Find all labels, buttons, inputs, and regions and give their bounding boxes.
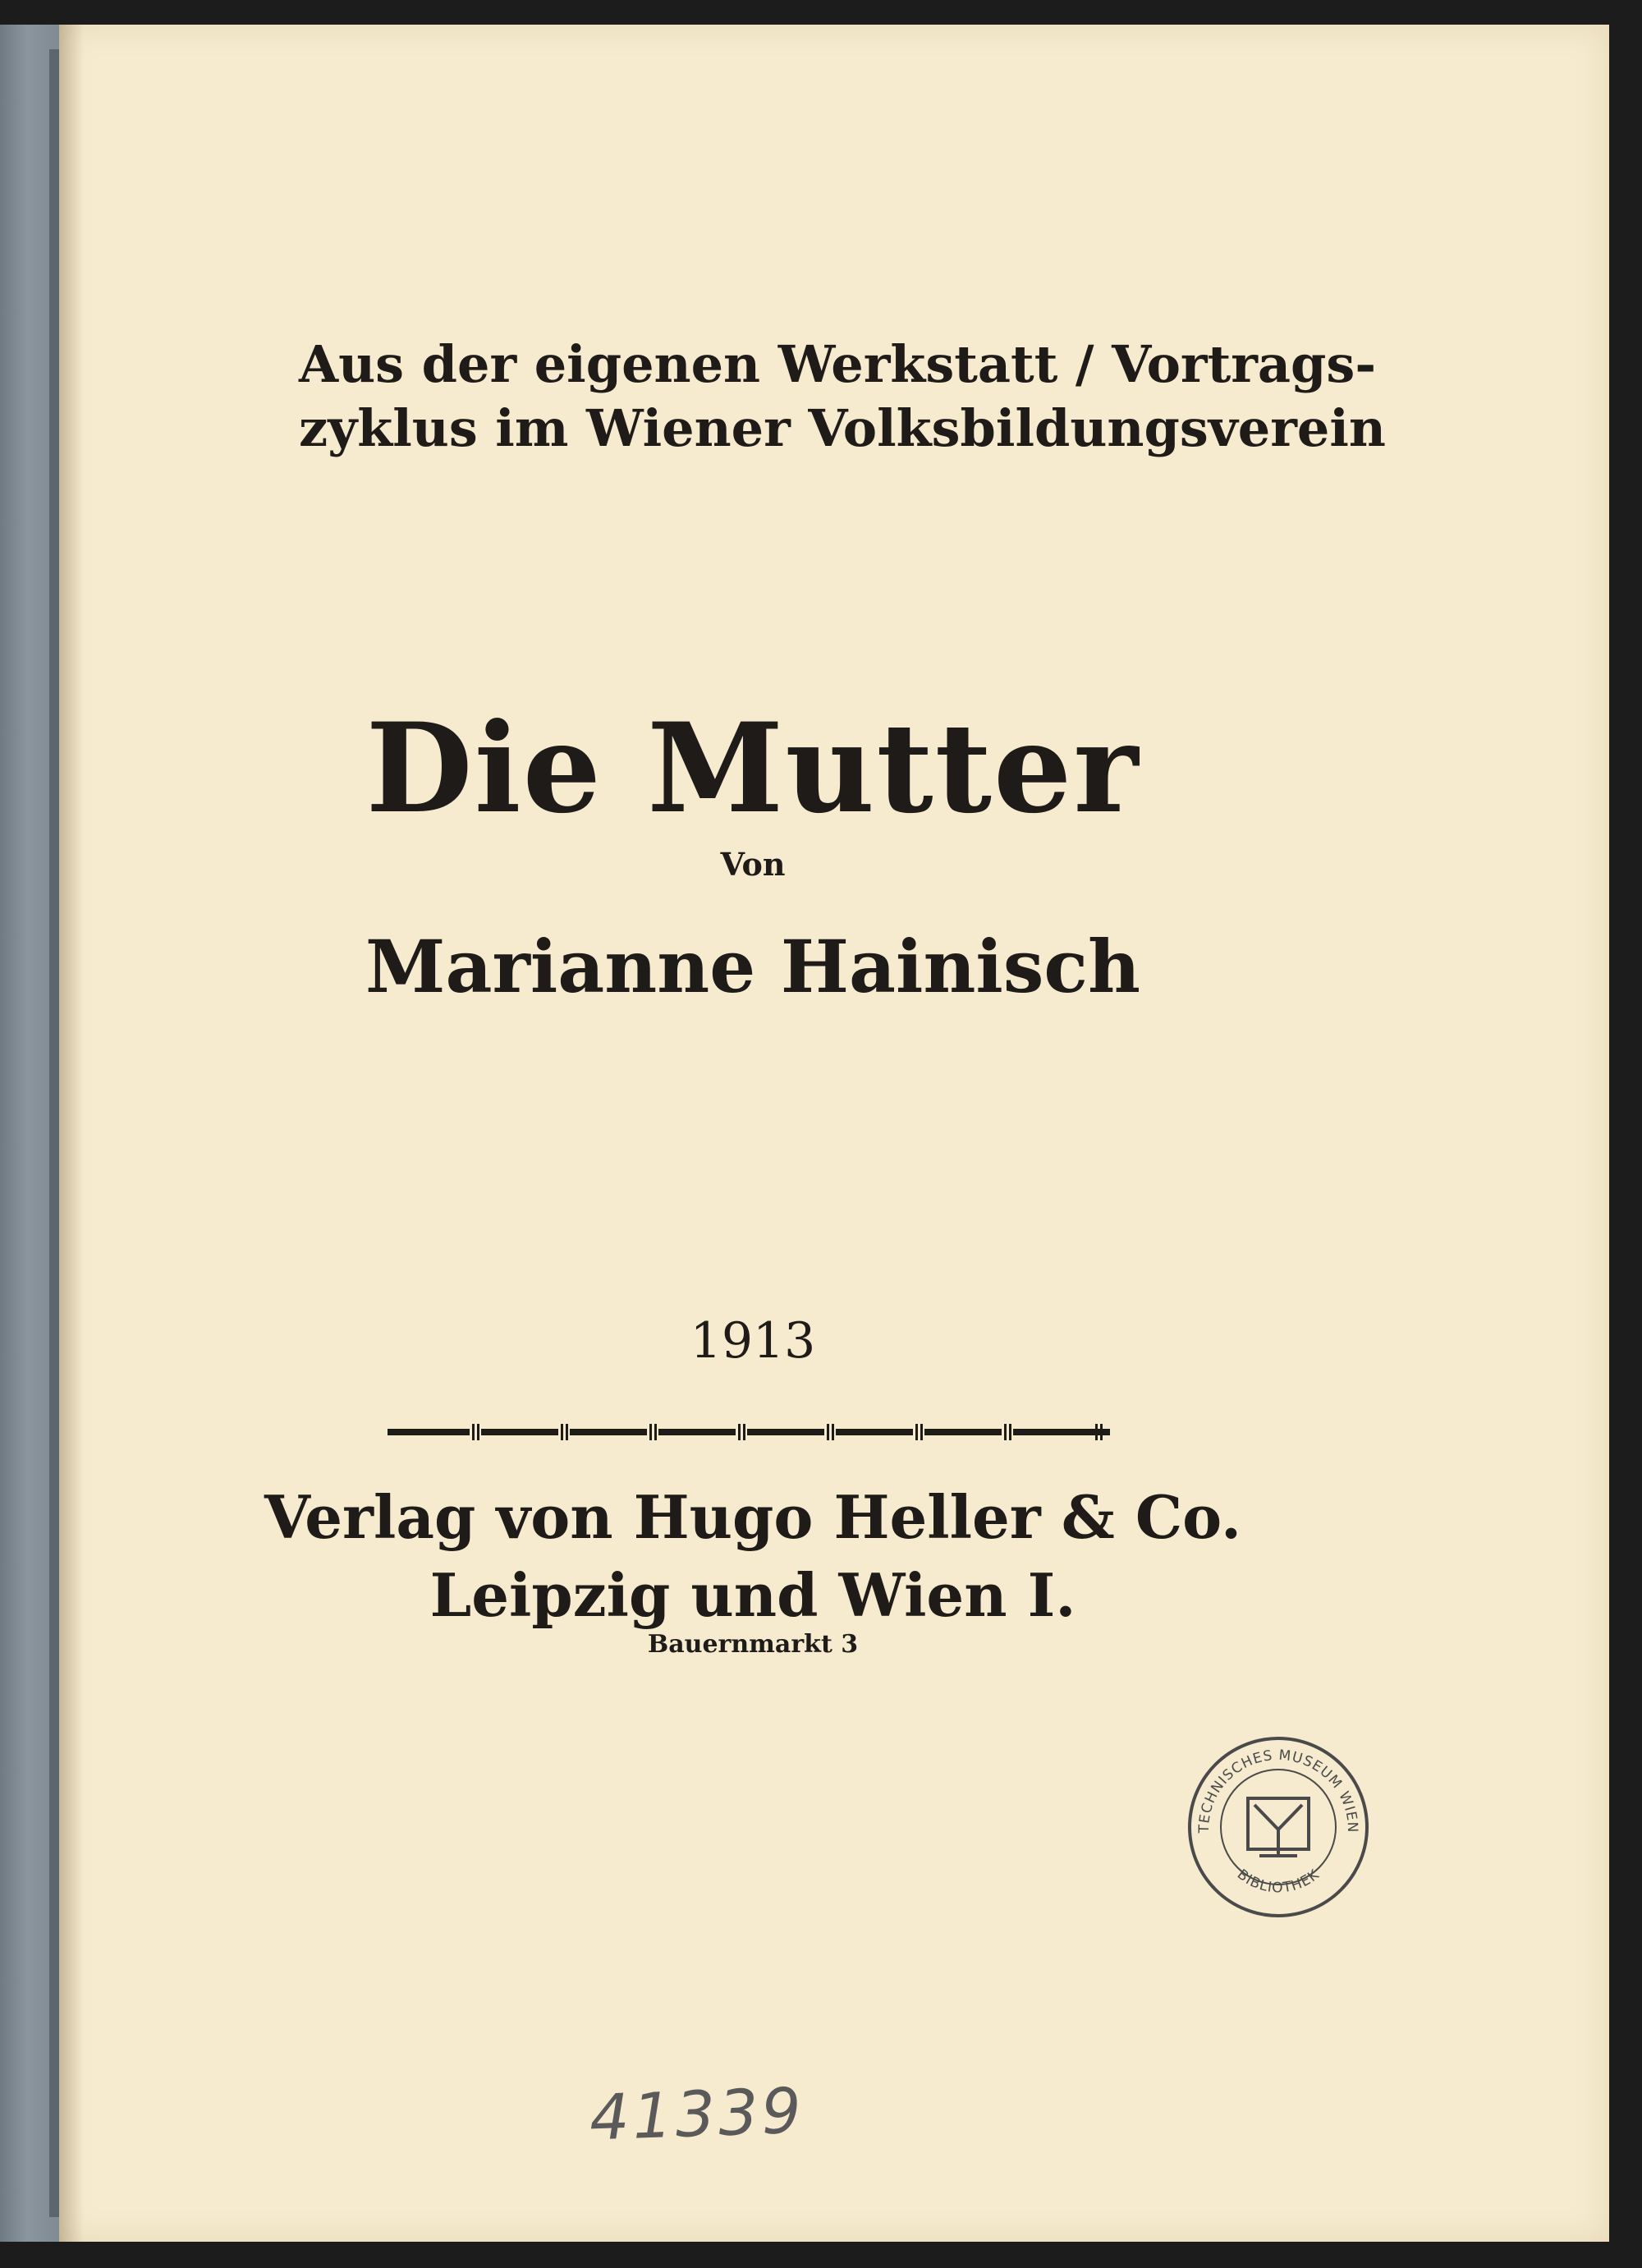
publisher-address: Bauernmarkt 3 xyxy=(647,1630,859,1659)
series-heading xyxy=(299,333,1386,460)
stamp-text-bottom: BIBLIOTHEK xyxy=(1233,1866,1323,1897)
library-stamp xyxy=(1184,1733,1373,1921)
book-title: Die Mutter xyxy=(365,696,1140,841)
museum-seal-icon xyxy=(1248,1798,1309,1856)
publisher-line-1: Verlag von Hugo Heller & Co. xyxy=(264,1482,1242,1552)
publisher-line-2: Leipzig und Wien I. xyxy=(429,1560,1076,1630)
stamp-text-top: TECHNISCHES MUSEUM WIEN xyxy=(1195,1747,1361,1834)
author-name: Marianne Hainisch xyxy=(365,924,1140,1009)
title-page xyxy=(59,25,1609,2242)
handwritten-shelfmark: 41339 xyxy=(588,2073,806,2155)
page-gutter-shadow xyxy=(59,25,84,2242)
series-line-2: zyklus im Wiener Volksbildungsverein xyxy=(299,397,1386,458)
byline-von: Von xyxy=(720,846,786,883)
ornamental-rule xyxy=(388,1422,1110,1442)
svg-text:BIBLIOTHEK xyxy=(1234,1866,1323,1897)
publication-year: 1913 xyxy=(690,1312,816,1370)
series-line-1: Aus der eigenen Werkstatt / Vortrags- xyxy=(299,334,1377,394)
